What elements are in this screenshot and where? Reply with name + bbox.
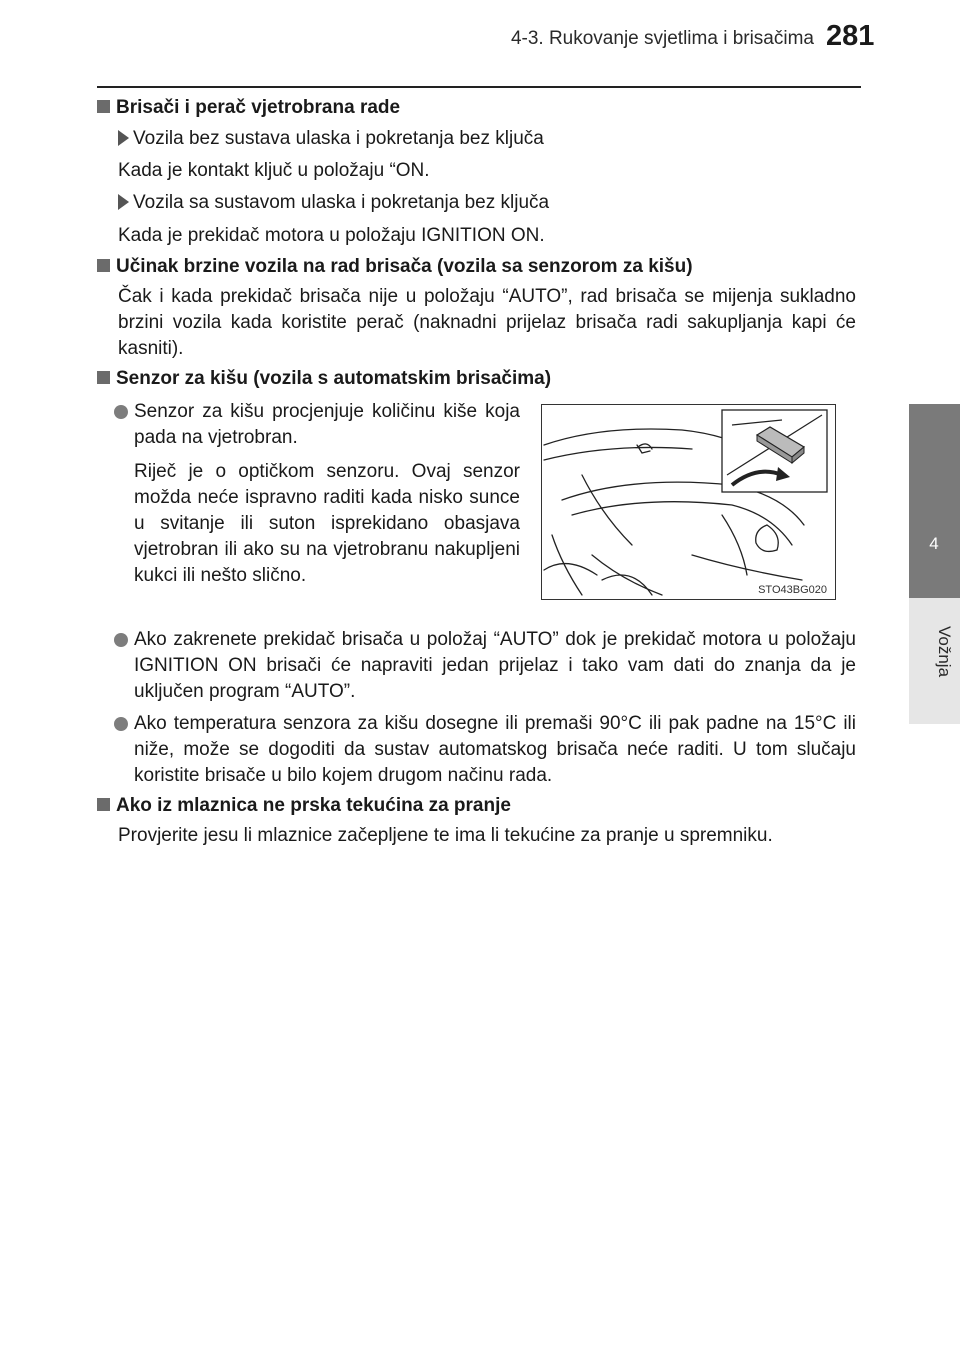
square-bullet-icon (97, 100, 110, 113)
square-bullet-icon (97, 259, 110, 272)
triangle-bullet-icon (118, 194, 129, 210)
section-heading-wipers (97, 97, 400, 119)
chapter-tab (909, 404, 960, 598)
circle-bullet-icon (114, 717, 128, 731)
chapter-label: Vožnja (935, 626, 954, 678)
chapter-number: 4 (929, 534, 939, 553)
car-windshield-drawing (542, 405, 835, 599)
subcondition-smart-key (118, 192, 549, 214)
section-heading-speed-effect (97, 256, 693, 278)
bullet-text: Ako zakrenete prekidač brisača u položaj “AUTO” dok je prekidač motora u položaju IGNITION ON brisači će napraviti jedan prijelaz i tako vam dati do znanja da je uključen program “AUTO”. (134, 629, 856, 702)
circle-bullet-icon (114, 405, 128, 419)
bullet-text: Ako temperatura senzora za kišu dosegne ili premaši 90°C ili pak padne na 15°C ili niže, može se dogoditi da sustav automatskog brisača neće raditi. U tom slučaju koristite brisače u bilo kojem drugom načinu rada. (134, 713, 856, 786)
paragraph-speed-effect: Čak i kada prekidač brisača nije u položaju “AUTO”, rad brisača se mijenja sukladno brzini vozila kada koristite perač (naknadni prijelaz brisača radi sakupljanja kapi će kasniti). (118, 286, 856, 359)
paragraph-ignition-on: Kada je prekidač motora u položaju IGNITION ON. (118, 225, 545, 246)
triangle-bullet-icon (118, 130, 129, 146)
subcondition-no-smart-key (118, 128, 544, 150)
section-heading-washer-fluid (97, 795, 511, 817)
paragraph-washer-fluid: Provjerite jesu li mlaznice začepljene te ima li tekućine za pranje u spremniku. (118, 825, 773, 846)
illustration-code: STO43BG020 (758, 584, 827, 596)
circle-bullet-icon (114, 633, 128, 647)
section-heading-text: Učinak brzine vozila na rad brisača (vozila sa senzorom za kišu) (116, 256, 693, 277)
bullet-text: Senzor za kišu procjenjuje količinu kiše koja pada na vjetrobran. (134, 401, 520, 448)
paragraph-key-on: Kada je kontakt ključ u položaju “ON. (118, 160, 430, 181)
bullet-auto-position (114, 627, 856, 705)
bullet-text-continued: Riječ je o optičkom senzoru. Ovaj senzor možda neće ispravno raditi kada nisko sunce u svitanje ili suton isprekidano obasjava vjetrobran ili ako su na vjetrobranu nakupljeni kukci ili nešto slično. (134, 461, 520, 586)
header-divider (97, 86, 861, 88)
header-section-title: 4-3. Rukovanje svjetlima i brisačima (510, 28, 814, 49)
bullet-temperature (114, 711, 856, 789)
section-heading-rain-sensor (97, 368, 551, 390)
rain-sensor-illustration (541, 404, 836, 600)
bullet-rain-sensor-estimate (114, 399, 520, 589)
square-bullet-icon (97, 371, 110, 384)
square-bullet-icon (97, 798, 110, 811)
page-number: 281 (826, 20, 875, 52)
subcondition-text: Vozila bez sustava ulaska i pokretanja bez ključa (133, 128, 544, 149)
section-heading-text: Ako iz mlaznica ne prska tekućina za pranje (116, 795, 511, 816)
section-heading-text: Brisači i perač vjetrobrana rade (116, 97, 401, 118)
section-heading-text: Senzor za kišu (vozila s automatskim brisačima) (116, 368, 552, 389)
subcondition-text: Vozila sa sustavom ulaska i pokretanja bez ključa (133, 192, 550, 213)
